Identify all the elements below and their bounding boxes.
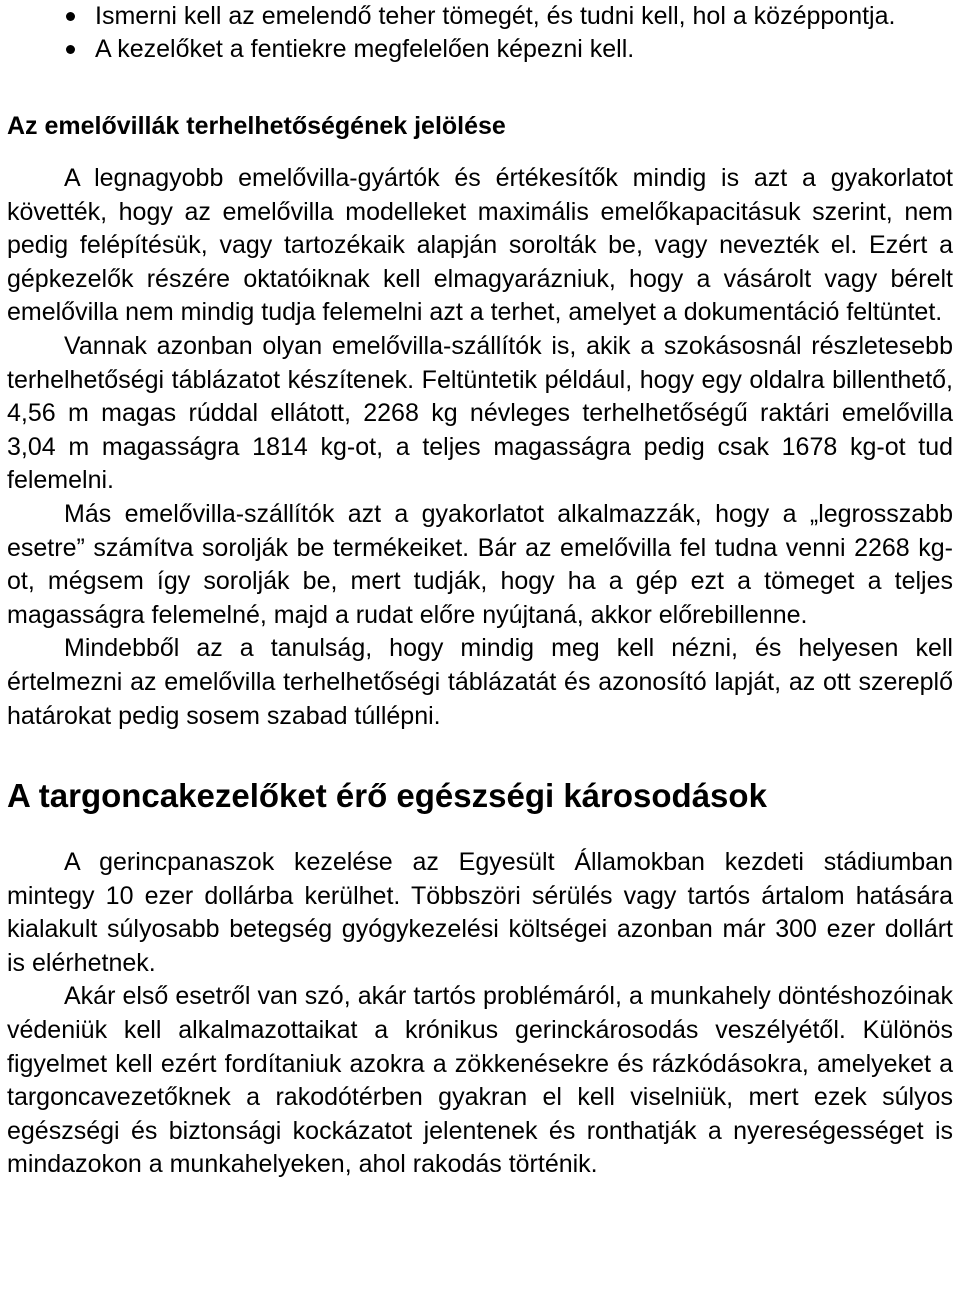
bullet-icon (66, 12, 75, 21)
paragraph: Más emelővilla-szállítók azt a gyakorlatot alkalmazzák, hogy a „legrosszabb esetre” számítva sorolják be termékeiket. Bár az emelővilla fel tudna venni 2268 kg-ot, mégsem így sorolják be, mert tudják, hogy ha a gép ezt a tömeget a teljes magasságra felemelné, majd a rudat előre nyújtaná, akkor előrebillenne. (7, 499, 953, 629)
paragraph: A legnagyobb emelővilla-gyártók és értékesítők mindig is azt a gyakorlatot követték, hogy az emelővilla modelleket maximális emelőkapacitásuk szerint, nem pedig felépítésük, vagy tartozékaik alapján sorolták be, vagy nevezték el. Ezért a gépkezelők részére oktatóiknak kell elmagyarázniuk, hogy a vásárolt vagy bérelt emelővilla nem mindig tudja felemelni azt a terhet, amelyet a dokumentáció feltüntet. (7, 164, 953, 327)
paragraph: Mindebből az a tanulság, hogy mindig meg kell nézni, és helyesen kell értelmezni az emelővilla terhelhetőségi táblázatát és azonosító lapját, az ott szereplő határokat pedig sosem szabad túllépni. (7, 634, 953, 730)
bullet-text: Ismerni kell az emelendő teher tömegét, és tudni kell, hol a középpontja. (95, 2, 896, 30)
bullet-list (7, 0, 953, 66)
document-page (7, 0, 953, 1182)
main-heading: A targoncakezelőket érő egészségi károsodások (7, 777, 767, 815)
bullet-icon (66, 45, 75, 54)
bullet-text: A kezelőket a fentiekre megfelelően képezni kell. (95, 35, 635, 63)
paragraph: Akár első esetről van szó, akár tartós problémáról, a munkahely döntéshozóinak védeniük kell alkalmazottaikat a krónikus gerinckárosodás veszélyétől. Különös figyelmet kell ezért fordítaniuk azokra a zökkenésekre és rázkódásokra, amelyeket a targoncavezetőknek a rakodótérben gyakran el kell viselniük, mert ezek súlyos egészségi és biztonsági kockázatot jelentenek és ronthatják a nyereségességet is mindazokon a munkahelyeken, ahol rakodás történik. (7, 982, 953, 1179)
bullet-item (7, 0, 953, 33)
bullet-item (7, 33, 953, 66)
section-heading: Az emelővillák terhelhetőségének jelölése (7, 112, 506, 140)
paragraph: Vannak azonban olyan emelővilla-szállítók is, akik a szokásosnál részletesebb terhelhetőségi táblázatot készítenek. Feltüntetik például, hogy egy oldalra billenthető, 4,56 m magas rúddal ellátott, 2268 kg névleges terhelhetőségű raktári emelővilla 3,04 m magasságra 1814 kg-ot, a teljes magasságra pedig csak 1678 kg-ot tud felemelni. (7, 331, 953, 495)
paragraph: A gerincpanaszok kezelése az Egyesült Államokban kezdeti stádiumban mintegy 10 ezer dollárba kerülhet. Többszöri sérülés vagy tartós ártalom hatására kialakult súlyosabb betegség gyógykezelési költségei azonban már 300 ezer dollárt is elérhetnek. (7, 848, 953, 977)
